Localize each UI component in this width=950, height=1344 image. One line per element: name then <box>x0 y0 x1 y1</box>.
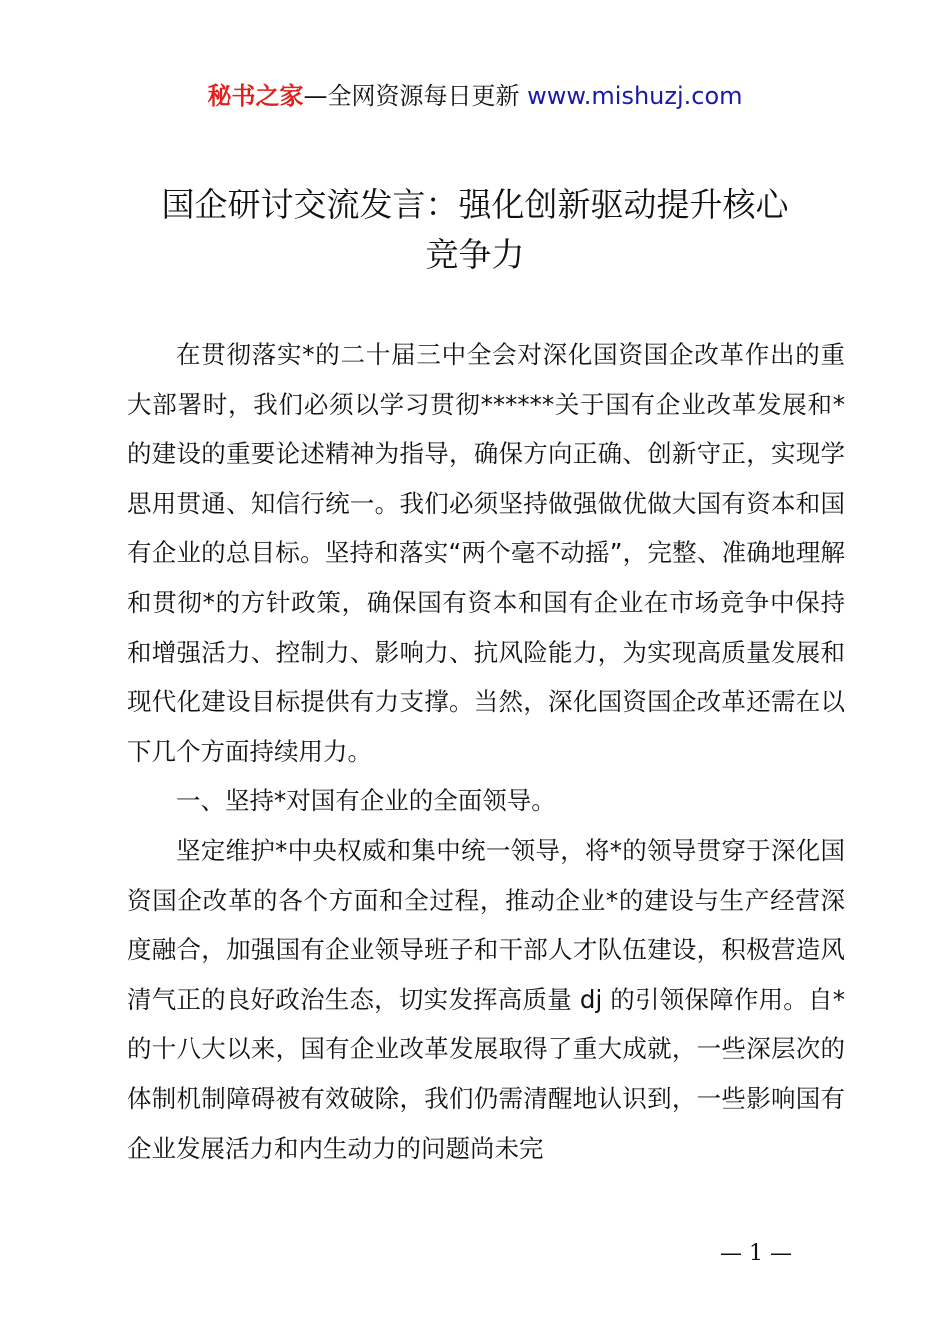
site-header <box>0 80 950 112</box>
brand-name: 秘书之家 <box>207 82 304 110</box>
paragraph-intro: 在贯彻落实*的二十届三中全会对深化国资国企改革作出的重大部署时，我们必须以学习贯彻******关于国有企业改革发展和*的建设的重要论述精神为指导，确保方向正确、创新守正，实现学思用贯通、知信行统一。我们必须坚持做强做优做大国有资本和国有企业的总目标。坚持和落实“两个毫不动摇”，完整、准确地理解和贯彻*的方针政策，确保国有资本和国有企业在市场竞争中保持和增强活力、控制力、影响力、抗风险能力，为实现高质量发展和现代化建设目标提供有力支撑。当然，深化国资国企改革还需在以下几个方面持续用力。 <box>127 340 845 766</box>
header-slogan: —全网资源每日更新 <box>303 82 528 110</box>
document-title <box>120 180 830 280</box>
title-line-2: 竞争力 <box>425 235 525 274</box>
paragraph-section-1: 坚定维护*中央权威和集中统一领导，将*的领导贯穿于深化国资国企改革的各个方面和全过程，推动企业*的建设与生产经营深度融合，加强国有企业领导班子和干部人才队伍建设，积极营造风清气正的良好政治生态，切实发挥高质量 dj 的引领保障作用。自*的十八大以来，国有企业改革发展取得了重大成就，一些深层次的体制机制障碍被有效破除，我们仍需清醒地认识到，一些影响国有企业发展活力和内生动力的问题尚未完 <box>127 835 845 1163</box>
site-url-link[interactable]: www.mishuzj.com <box>527 82 743 110</box>
page-number: — 1 — <box>720 1241 792 1266</box>
document-body <box>127 330 845 1173</box>
title-line-1: 国企研讨交流发言：强化创新驱动提升核心 <box>161 185 789 224</box>
section-heading-1: 一、坚持*对国有企业的全面领导。 <box>176 786 556 816</box>
